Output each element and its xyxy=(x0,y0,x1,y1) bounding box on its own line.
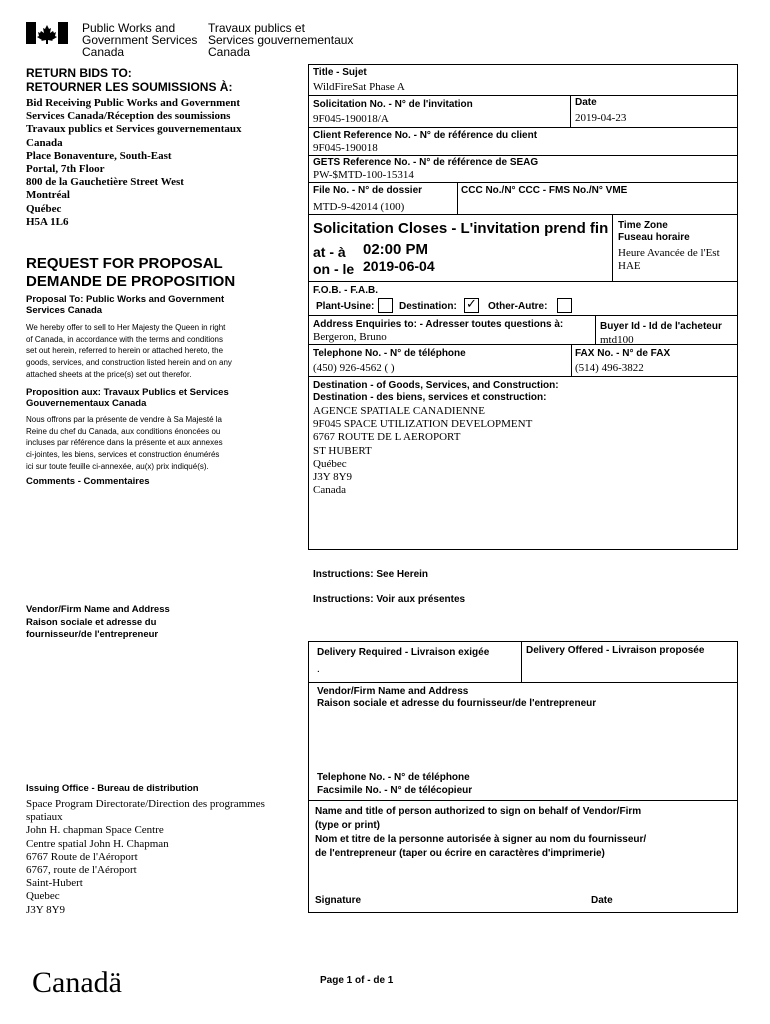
checkmark-icon: ✓ xyxy=(466,296,477,311)
solicitation-no-value: 9F045-190018/A xyxy=(313,113,389,125)
destination-goods-label: Destination - of Goods, Services, and Construction: Destination - des biens, services et construction: xyxy=(313,380,559,403)
delivery-required-label: Delivery Required - Livraison exigée xyxy=(317,647,490,658)
address-enquiries-value: Bergeron, Bruno xyxy=(313,331,387,343)
destination-checkbox[interactable] xyxy=(464,298,479,313)
client-ref-value: 9F045-190018 xyxy=(313,142,378,154)
rfp-title: REQUEST FOR PROPOSAL DEMANDE DE PROPOSITION xyxy=(26,255,236,290)
vendor-firm-label: Vendor/Firm Name and Address Raison sociale et adresse du fournisseur/de l'entrepreneur xyxy=(317,686,597,709)
return-bids-title: RETURN BIDS TO: RETOURNER LES SOUMISSIONS À: xyxy=(26,66,233,94)
gets-ref-value: PW-$MTD-100-15314 xyxy=(313,169,414,181)
other-label: Other-Autre: xyxy=(488,301,548,312)
fax-label: FAX No. - N° de FAX xyxy=(575,348,671,359)
canada-wordmark-logo: Canadä xyxy=(32,966,122,999)
issuing-office-title: Issuing Office - Bureau de distribution xyxy=(26,783,199,794)
title-value: WildFireSat Phase A xyxy=(313,81,405,93)
solicitation-no-label: Solicitation No. - N° de l'invitation xyxy=(313,99,473,110)
vendor-phone-fax-label: Telephone No. - N° de téléphone Facsimile No. - N° de télécopieur xyxy=(317,772,473,796)
closing-date-value: 2019-06-04 xyxy=(363,258,435,274)
date-value: 2019-04-23 xyxy=(575,112,627,124)
other-checkbox[interactable] xyxy=(557,298,572,313)
offer-text-en: We hereby offer to sell to Her Majesty the Queen in right of Canada, in accordance with the terms and conditions set out herein, referred to herein or attached hereto, the goods, services, and construction listed herein and on any attached sheets at the price(s) set out therefor. xyxy=(26,323,232,379)
title-label: Title - Sujet xyxy=(313,67,367,78)
proposition-aux: Proposition aux: Travaux Publics et Services Gouvernementaux Canada xyxy=(26,387,229,409)
client-ref-label: Client Reference No. - N° de référence du client xyxy=(313,130,538,141)
date-label: Date xyxy=(575,97,597,108)
fax-value: (514) 496-3822 xyxy=(575,362,644,374)
buyer-id-label: Buyer Id - Id de l'acheteur xyxy=(600,321,722,332)
signature-date-label: Date xyxy=(591,895,613,906)
buyer-id-value: mtd100 xyxy=(600,334,634,346)
offer-text-fr: Nous offrons par la présente de vendre à Sa Majesté la Reine du chef du Canada, aux conditions énoncées ou incluses par référence dans la présente et aux annexes ci-jointes, les biens, services et construction énumérés ici sur toute feuille ci-annexée, au(x) prix indiqué(s). xyxy=(26,415,223,471)
at-label: at - à xyxy=(313,244,346,260)
authorized-person-label: Name and title of person authorized to sign on behalf of Vendor/Firm (type or print) Nom et titre de la personne autorisée à signer au nom du fournisseur/ de l'entrepreneur (taper ou écrire en caractères d'imprimerie) xyxy=(315,806,647,859)
ccc-no-label: CCC No./N° CCC - FMS No./N° VME xyxy=(461,185,628,196)
return-address: Bid Receiving Public Works and Government Services Canada/Réception des soumissions Travaux publics et Services gouvernementaux Canada Place Bonaventure, South-East Portal, 7th Floor 800 de la Gauchetière Street West Montréal Québec H5A 1L6 xyxy=(26,97,242,228)
time-zone-label: Time Zone Fuseau horaire xyxy=(618,220,690,243)
file-no-value: MTD-9-42014 (100) xyxy=(313,201,405,213)
page-number: Page 1 of - de 1 xyxy=(320,975,394,986)
delivery-offered-label: Delivery Offered - Livraison proposée xyxy=(526,645,705,656)
department-name-fr: Travaux publics et Services gouvernementaux Canada xyxy=(208,21,354,59)
on-label: on - le xyxy=(313,261,355,277)
closing-time-value: 02:00 PM xyxy=(363,241,429,258)
canada-flag-icon xyxy=(26,22,68,44)
signature-label: Signature xyxy=(315,895,362,906)
telephone-label: Telephone No. - N° de téléphone xyxy=(313,348,466,359)
plant-checkbox[interactable] xyxy=(378,298,393,313)
delivery-required-value[interactable]: . xyxy=(317,663,320,675)
destination-address: AGENCE SPATIALE CANADIENNE 9F045 SPACE UTILIZATION DEVELOPMENT 6767 ROUTE DE L AEROPORT ST HUBERT Québec J3Y 8Y9 Canada xyxy=(313,405,533,497)
proposal-to: Proposal To: Public Works and Government Services Canada xyxy=(26,294,225,316)
gets-ref-label: GETS Reference No. - N° de référence de SEAG xyxy=(313,157,539,168)
instructions-fr: Instructions: Voir aux présentes xyxy=(313,594,466,605)
department-name-en: Public Works and Government Services Canada xyxy=(82,21,198,59)
time-zone-value: Heure Avancée de l'Est HAE xyxy=(618,247,720,272)
destination-label: Destination: xyxy=(399,301,457,312)
vendor-firm-label-left: Vendor/Firm Name and Address Raison sociale et adresse du fournisseur/de l'entrepreneur xyxy=(26,604,170,640)
fob-label: F.O.B. - F.A.B. xyxy=(313,285,378,296)
telephone-value: (450) 926-4562 ( ) xyxy=(313,362,395,374)
plant-label: Plant-Usine: xyxy=(316,301,375,312)
issuing-office-address: Space Program Directorate/Direction des programmes spatiaux John H. chapman Space Centre Centre spatial John H. Chapman 6767 Route de l'Aéroport 6767, route de l'Aéroport Saint-Hubert Quebec J3Y 8Y9 xyxy=(26,798,265,916)
solicitation-closes-label: Solicitation Closes - L'invitation prend fin xyxy=(313,220,609,237)
comments-label: Comments - Commentaires xyxy=(26,476,150,487)
address-enquiries-label: Address Enquiries to: - Adresser toutes questions à: xyxy=(313,319,564,330)
file-no-label: File No. - N° de dossier xyxy=(313,185,423,196)
instructions-en: Instructions: See Herein xyxy=(313,569,429,580)
